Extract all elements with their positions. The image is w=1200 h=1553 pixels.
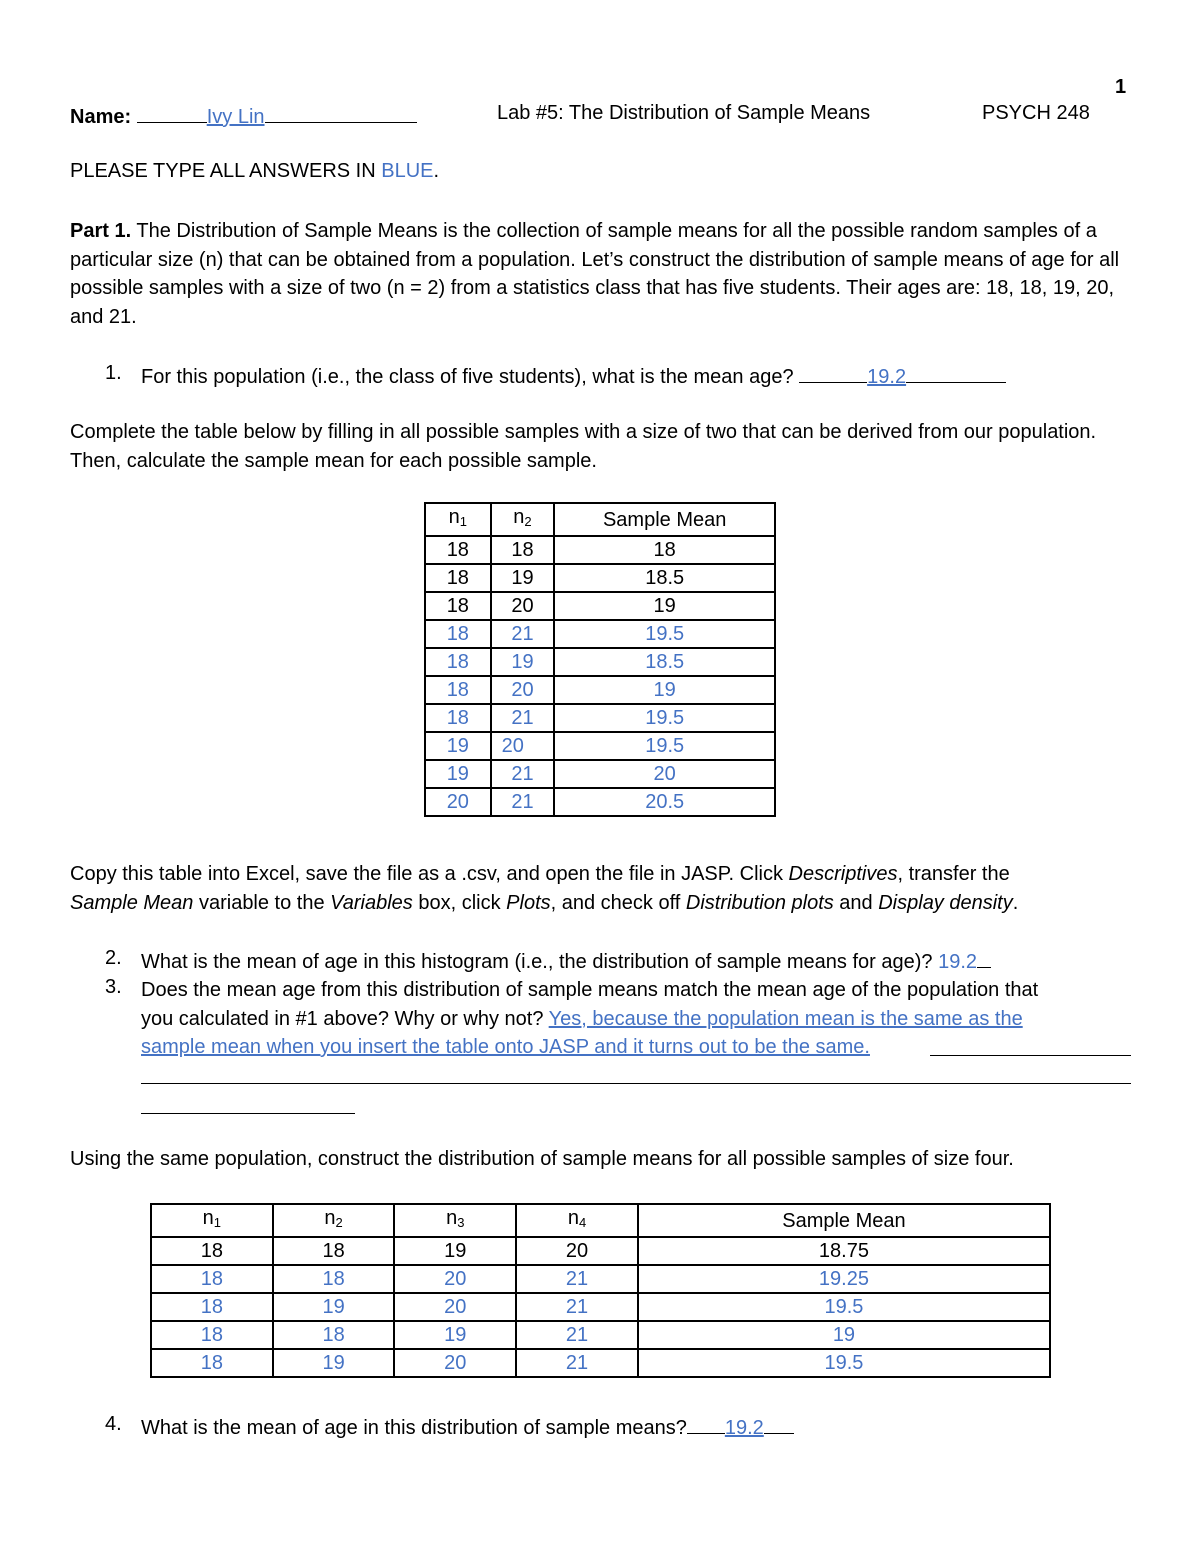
table-cell: 19	[554, 592, 775, 620]
q4-answer[interactable]: 19.2	[724, 1417, 764, 1439]
q4	[141, 1413, 794, 1440]
q3	[141, 976, 1131, 1062]
table-cell: 18	[491, 536, 555, 564]
table-cell[interactable]: 18	[273, 1321, 395, 1349]
table-cell[interactable]: 18	[151, 1293, 273, 1321]
table1-header-n2: $n_2$	[491, 503, 555, 536]
table-cell: 18	[273, 1237, 395, 1265]
table-cell[interactable]: 20	[491, 732, 555, 760]
table-row[interactable]	[425, 788, 775, 816]
table-cell[interactable]: 18	[425, 704, 491, 732]
table-cell[interactable]: 21	[516, 1265, 638, 1293]
table-cell[interactable]: 19.5	[638, 1349, 1050, 1377]
table1-header-n1: $n_1$	[425, 503, 491, 536]
table-cell[interactable]: 20.5	[554, 788, 775, 816]
table-cell[interactable]: 19	[273, 1293, 395, 1321]
q1-answer[interactable]: 19.2	[867, 366, 907, 388]
table-cell: 20	[491, 592, 555, 620]
table-cell: 18	[425, 592, 491, 620]
table-cell[interactable]: 20	[491, 676, 555, 704]
jasp-instructions: Copy this table into Excel, save the file as a .csv, and open the file in JASP. Click Descriptives, transfer the Sample Mean variable to the Variables box, click Plots, and check off Distribution plots and Display density.	[70, 863, 1019, 914]
instruction-text: PLEASE TYPE ALL ANSWERS IN	[70, 160, 382, 182]
table1-intro: Complete the table below by filling in all possible samples with a size of two that can be derived from our population. Then, calculate the sample mean for each possible sample.	[70, 421, 1097, 472]
name-label: Name:	[70, 106, 132, 128]
table1-header-row	[425, 503, 775, 536]
table-cell[interactable]: 18	[425, 676, 491, 704]
table-cell[interactable]: 20	[394, 1293, 516, 1321]
q3-answer-line1[interactable]: Yes, because the population mean is the same as the	[548, 1007, 1023, 1030]
table-cell: 20	[516, 1237, 638, 1265]
table-cell[interactable]: 21	[491, 620, 555, 648]
q2-answer[interactable]: 19.2	[938, 951, 978, 973]
table-cell[interactable]: 19.5	[554, 732, 775, 760]
name-value[interactable]: Ivy Lin	[206, 106, 265, 128]
table2-header-n1: $n_1$	[151, 1204, 273, 1237]
table2-header-n3: $n_3$	[394, 1204, 516, 1237]
table-cell[interactable]: 18	[425, 648, 491, 676]
q3-text-line2: you calculated in #1 above? Why or why not?	[141, 1007, 544, 1030]
table-cell[interactable]: 19.5	[638, 1293, 1050, 1321]
table-cell[interactable]: 19	[554, 676, 775, 704]
table-row[interactable]	[151, 1321, 1050, 1349]
table-cell: 18.5	[554, 564, 775, 592]
q3-answer-line2[interactable]: sample mean when you insert the table onto JASP and it turns out to be the same.	[141, 1036, 870, 1058]
name-field	[70, 102, 417, 129]
table-cell[interactable]: 19	[638, 1321, 1050, 1349]
answer-line	[930, 1055, 1131, 1056]
answer-line	[141, 1113, 355, 1114]
instruction	[70, 160, 439, 183]
table-row[interactable]	[151, 1293, 1050, 1321]
table2-header-row	[151, 1204, 1050, 1237]
table-row[interactable]	[425, 732, 775, 760]
table-cell[interactable]: 20	[425, 788, 491, 816]
table-cell: 18	[425, 564, 491, 592]
q1	[141, 362, 1006, 389]
table-row[interactable]	[151, 1265, 1050, 1293]
table2-header-sample-mean: Sample Mean	[638, 1204, 1050, 1237]
q3-number: 3.	[105, 976, 122, 998]
table-cell[interactable]: 19	[394, 1321, 516, 1349]
table-row[interactable]	[425, 648, 775, 676]
table-cell[interactable]: 18	[151, 1349, 273, 1377]
table1	[424, 502, 776, 817]
table2-header-n2: $n_2$	[273, 1204, 395, 1237]
table-cell[interactable]: 21	[491, 760, 555, 788]
instruction-blue-word: BLUE	[381, 160, 434, 182]
table-row[interactable]	[425, 760, 775, 788]
page-number: 1	[1115, 76, 1127, 98]
table1-header-sample-mean: Sample Mean	[554, 503, 775, 536]
course-label: PSYCH 248	[982, 102, 1090, 124]
table-row	[425, 564, 775, 592]
q2-number: 2.	[105, 947, 122, 969]
q1-number: 1.	[105, 362, 122, 384]
table-cell[interactable]: 19	[425, 760, 491, 788]
table-row[interactable]	[425, 620, 775, 648]
table-cell: 18	[554, 536, 775, 564]
instruction-suffix: .	[433, 160, 440, 182]
table-cell[interactable]: 19.25	[638, 1265, 1050, 1293]
q1-text: For this population (i.e., the class of five students), what is the mean age?	[141, 366, 794, 388]
table-cell[interactable]: 19	[273, 1349, 395, 1377]
table-cell[interactable]: 19.5	[554, 704, 775, 732]
table-cell[interactable]: 19	[425, 732, 491, 760]
table-cell[interactable]: 21	[491, 788, 555, 816]
table-cell[interactable]: 20	[394, 1349, 516, 1377]
table-cell[interactable]: 21	[516, 1349, 638, 1377]
table-cell[interactable]: 18.5	[554, 648, 775, 676]
table-cell: 19	[491, 564, 555, 592]
q4-number: 4.	[105, 1413, 122, 1435]
part1-label: Part 1.	[70, 220, 132, 242]
table-cell[interactable]: 19.5	[554, 620, 775, 648]
q4-text: What is the mean of age in this distribution of sample means?	[141, 1417, 687, 1439]
table2-header-n4: $n_4$	[516, 1204, 638, 1237]
table-row[interactable]	[425, 704, 775, 732]
table-cell: 19	[394, 1237, 516, 1265]
lab-title: Lab #5: The Distribution of Sample Means	[497, 102, 871, 124]
table-row[interactable]	[151, 1349, 1050, 1377]
table-cell: 18	[151, 1237, 273, 1265]
table-cell[interactable]: 21	[516, 1321, 638, 1349]
table-cell[interactable]: 21	[491, 704, 555, 732]
table-row	[151, 1237, 1050, 1265]
table-cell: 18.75	[638, 1237, 1050, 1265]
table-cell[interactable]: 18	[425, 620, 491, 648]
q2	[141, 947, 991, 974]
part1-paragraph	[70, 217, 1130, 331]
table-cell[interactable]: 18	[151, 1265, 273, 1293]
table-cell[interactable]: 20	[554, 760, 775, 788]
q2-text: What is the mean of age in this histogram (i.e., the distribution of sample means for age)?	[141, 951, 933, 973]
table-row	[425, 592, 775, 620]
part1-text: The Distribution of Sample Means is the collection of sample means for all the possible random samples of a particular size (n) that can be obtained from a population. Let’s construct the distribution of sample means of age for all possible samples with a size of two (n = 2) from a statistics class that has five students. Their ages are: 18, 18, 19, 20, and 21.	[70, 220, 1120, 328]
table-cell[interactable]: 21	[516, 1293, 638, 1321]
table-cell[interactable]: 18	[273, 1265, 395, 1293]
table-cell[interactable]: 20	[394, 1265, 516, 1293]
table-cell[interactable]: 18	[151, 1321, 273, 1349]
table2	[150, 1203, 1051, 1378]
table-cell[interactable]: 19	[491, 648, 555, 676]
table2-intro: Using the same population, construct the distribution of sample means for all possible samples of size four.	[70, 1148, 1014, 1170]
answer-line	[141, 1083, 1131, 1084]
table-row	[425, 536, 775, 564]
table-cell: 18	[425, 536, 491, 564]
table-row[interactable]	[425, 676, 775, 704]
q3-text-line1: Does the mean age from this distribution of sample means match the mean age of the population that	[141, 979, 1039, 1001]
